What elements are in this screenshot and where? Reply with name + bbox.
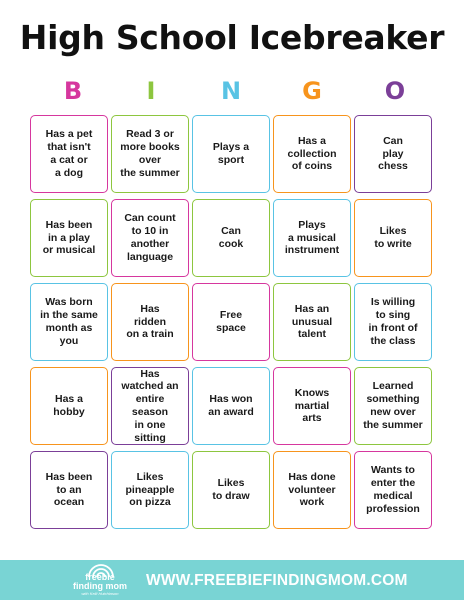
bingo-cell: Wants to enter the medical profession	[354, 451, 432, 529]
bingo-cell: Has a collection of coins	[273, 115, 351, 193]
bingo-cell: Knows martial arts	[273, 367, 351, 445]
bingo-cell: Can cook	[192, 199, 270, 277]
logo-wordmark: freebie finding mom	[73, 572, 127, 591]
bingo-letter-i: I	[146, 77, 156, 105]
bingo-cell: Likes pineapple on pizza	[111, 451, 189, 529]
bingo-cell: Can count to 10 in another language	[111, 199, 189, 277]
bingo-cell: Has been to an ocean	[30, 451, 108, 529]
bingo-cell: Read 3 or more books over the summer	[111, 115, 189, 193]
bingo-cell: Is willing to sing in front of the class	[354, 283, 432, 361]
bingo-cell: Plays a sport	[192, 115, 270, 193]
bingo-cell: Has been in a play or musical	[30, 199, 108, 277]
bingo-cell: Has won an award	[192, 367, 270, 445]
bingo-cell: Likes to draw	[192, 451, 270, 529]
bingo-cell: Has a hobby	[30, 367, 108, 445]
bingo-cell: Has a pet that isn't a cat or a dog	[30, 115, 108, 193]
free-space-cell: Free space	[192, 283, 270, 361]
bingo-cell: Likes to write	[354, 199, 432, 277]
bingo-cell: Has watched an entire season in one sitting	[111, 367, 189, 445]
bingo-letter-g: G	[302, 77, 322, 105]
website-url-link[interactable]: WWW.FREEBIEFINDINGMOM.COM	[146, 572, 408, 589]
bingo-cell: Has done volunteer work	[273, 451, 351, 529]
bingo-grid	[30, 115, 436, 529]
bingo-cell: Learned something new over the summer	[354, 367, 432, 445]
bingo-cell: Has ridden on a train	[111, 283, 189, 361]
bingo-cell: Has an unusual talent	[273, 283, 351, 361]
logo-tagline: with Kelli Hutchinson	[81, 591, 119, 596]
bingo-cell: Can play chess	[354, 115, 432, 193]
bingo-cell: Was born in the same month as you	[30, 283, 108, 361]
brand-logo[interactable]	[66, 564, 134, 596]
page-title: High School Icebreaker	[19, 18, 445, 57]
bingo-letter-o: O	[384, 77, 406, 105]
bingo-letter-n: N	[220, 77, 242, 105]
bingo-letter-b: B	[63, 77, 83, 105]
footer-banner	[0, 560, 464, 600]
bingo-header	[0, 78, 464, 104]
bingo-cell: Plays a musical instrument	[273, 199, 351, 277]
